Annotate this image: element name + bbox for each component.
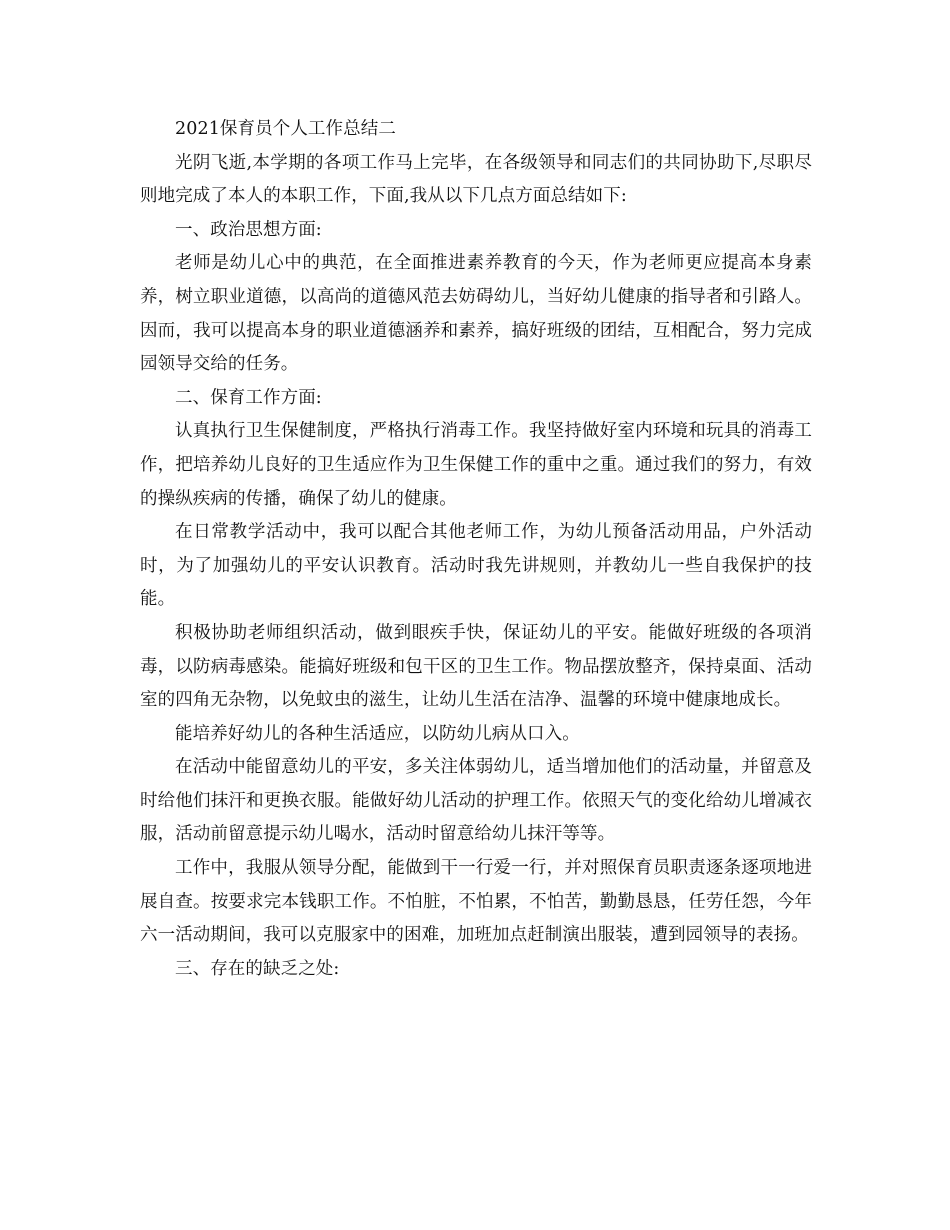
- paragraph-daily-activities: 在日常教学活动中，我可以配合其他老师工作，为幼儿预备活动用品，户外活动时，为了加强幼儿的平安认识教育。活动时我先讲规则，并教幼儿一些自我保护的技能。: [140, 522, 812, 610]
- paragraph-intro: 光阴飞逝,本学期的各项工作马上完毕，在各级领导和同志们的共同协助下,尽职尽则地完成了本人的本职工作，下面,我从以下几点方面总结如下:: [140, 152, 812, 207]
- document-body: [140, 113, 812, 986]
- section-heading-childcare: 二、保育工作方面:: [175, 387, 322, 408]
- paragraph-work-attitude: 工作中，我服从领导分配，能做到干一行爱一行，并对照保育员职责逐条逐项地进展自查。按要求完本钱职工作。不怕脏，不怕累，不怕苦，勤勤恳恳，任劳任怨，今年六一活动期间，我可以克服家中的困难，加班加点赶制演出服装，遭到园领导的表扬。: [140, 858, 812, 946]
- paragraph-hygiene: 认真执行卫生保健制度，严格执行消毒工作。我坚持做好室内环境和玩具的消毒工作，把培养幼儿良好的卫生适应作为卫生保健工作的重中之重。通过我们的努力，有效的操纵疾病的传播，确保了幼儿的健康。: [140, 421, 812, 509]
- section-heading-political: 一、政治思想方面:: [175, 219, 322, 240]
- paragraph-living-habits: 能培养好幼儿的各种生活适应，以防幼儿病从口入。: [175, 723, 580, 744]
- document-title: 2021保育员个人工作总结二: [175, 119, 396, 139]
- paragraph-assist-teacher: 积极协助老师组织活动，做到眼疾手快，保证幼儿的平安。能做好班级的各项消毒，以防病毒感染。能搞好班级和包干区的卫生工作。物品摆放整齐，保持桌面、活动室的四角无杂物，以免蚊虫的滋生，让幼儿生活在洁净、温馨的环境中健康地成长。: [140, 622, 812, 711]
- section-heading-shortcomings: 三、存在的缺乏之处:: [175, 958, 340, 979]
- paragraph-activity-safety: 在活动中能留意幼儿的平安，多关注体弱幼儿，适当增加他们的活动量，并留意及时给他们抹汗和更换衣服。能做好幼儿活动的护理工作。依照天气的变化给幼儿增减衣服，活动前留意提示幼儿喝水，活动时留意给幼儿抹汗等等。: [140, 757, 812, 845]
- paragraph-political: 老师是幼儿心中的典范，在全面推进素养教育的今天，作为老师更应提高本身素养，树立职业道德，以高尚的道德风范去妨碍幼儿，当好幼儿健康的指导者和引路人。因而，我可以提高本身的职业道德涵养和素养，搞好班级的团结，互相配合，努力完成园领导交给的任务。: [140, 253, 812, 375]
